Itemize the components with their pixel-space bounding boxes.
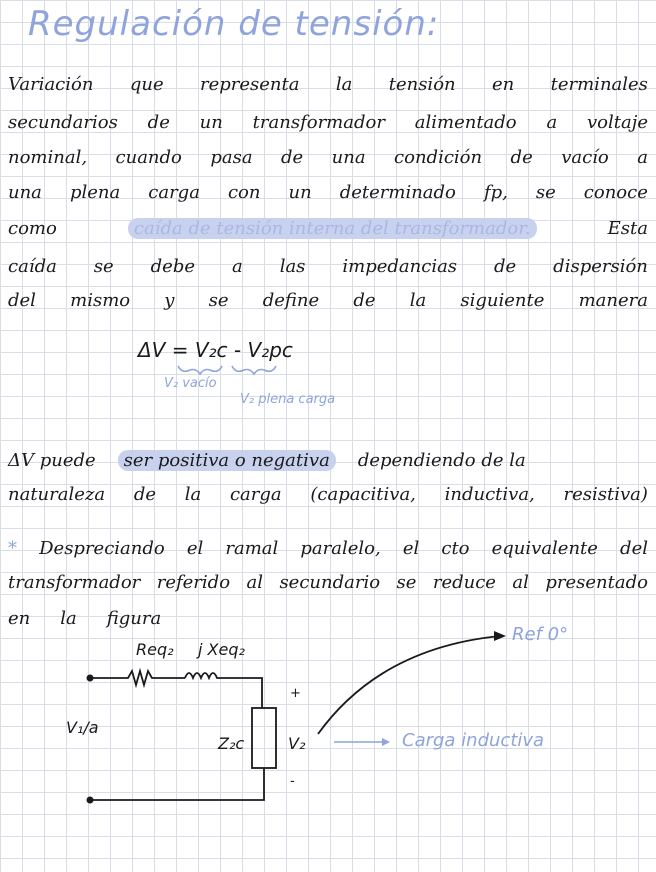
word: de — [510, 147, 533, 168]
reference-label: Ref 0° — [512, 624, 569, 645]
word: reduce — [432, 572, 496, 593]
word: secundarios — [8, 112, 118, 133]
word: caída — [8, 256, 57, 277]
formula-minus: - — [233, 338, 242, 362]
word: paralelo, — [300, 538, 381, 559]
ref-arrow-head — [494, 631, 506, 641]
word: del — [8, 290, 36, 311]
word: naturaleza — [8, 484, 106, 505]
word: determinado — [339, 182, 456, 203]
word: Esta — [607, 218, 648, 239]
word: ramal — [225, 538, 279, 559]
word: de — [353, 290, 376, 311]
word: representa — [199, 74, 300, 95]
plus-sign: + — [290, 686, 301, 701]
word: que — [129, 74, 164, 95]
ref-arrow-curve — [318, 636, 500, 734]
word: pasa — [210, 147, 253, 168]
underbrace-2 — [232, 366, 276, 374]
load-impedance-box — [252, 708, 276, 768]
word: la — [60, 608, 77, 629]
inductor-symbol — [185, 673, 262, 708]
word: en — [8, 608, 31, 629]
minus-sign: - — [290, 774, 295, 789]
word: de — [133, 484, 157, 505]
word: se — [208, 290, 229, 311]
terminal-bottom — [87, 797, 94, 804]
word: dispersión — [553, 256, 648, 277]
word: inductiva, — [444, 484, 535, 505]
word: fp, — [483, 182, 508, 203]
formula-label-plena-carga: V₂ plena carga — [240, 392, 336, 407]
formula-term2: V₂pc — [247, 338, 293, 362]
word: se — [396, 572, 417, 593]
source-voltage-label: V₁/a — [66, 718, 99, 737]
word: a — [637, 147, 648, 168]
word: se — [535, 182, 556, 203]
resistor-symbol — [90, 671, 185, 685]
word: referido — [156, 572, 231, 593]
word: Variación — [8, 74, 94, 95]
word: en — [492, 74, 515, 95]
word: terminales — [550, 74, 648, 95]
word: la — [184, 484, 202, 505]
highlighted-phrase: caída de tensión interna del transformador. — [128, 218, 537, 239]
highlighted-phrase: ser positiva o negativa — [118, 450, 336, 471]
word: tensión — [388, 74, 456, 95]
word: conoce — [583, 182, 648, 203]
word: el — [186, 538, 204, 559]
resistor-label: Req₂ — [136, 640, 174, 659]
word: alimentado — [414, 112, 517, 133]
word: un — [288, 182, 312, 203]
word: con — [227, 182, 261, 203]
word: resistiva) — [563, 484, 648, 505]
word: Despreciando — [39, 538, 165, 559]
word: la — [409, 290, 427, 311]
formula-lhs: ΔV — [138, 338, 166, 362]
word: impedancias — [342, 256, 458, 277]
word: equivalente — [491, 538, 598, 559]
word: del — [620, 538, 648, 559]
underbrace-1 — [178, 366, 222, 374]
word: define — [262, 290, 320, 311]
word: de — [494, 256, 517, 277]
word: presentado — [545, 572, 648, 593]
word: ΔV puede — [8, 450, 96, 471]
word: cto — [441, 538, 470, 559]
formula-label-vacio: V₂ vacío — [164, 376, 217, 391]
word: transformador — [252, 112, 385, 133]
word: y — [164, 290, 175, 311]
reactance-label: j Xeq₂ — [198, 640, 245, 659]
word: las — [279, 256, 306, 277]
word: al — [246, 572, 263, 593]
word: (capacitiva, — [310, 484, 416, 505]
word: la — [335, 74, 353, 95]
word: una — [331, 147, 366, 168]
word: mismo — [70, 290, 131, 311]
word: a — [231, 256, 243, 277]
word: voltaje — [587, 112, 648, 133]
word: a — [546, 112, 558, 133]
word: debe — [150, 256, 196, 277]
bullet: * — [8, 538, 17, 559]
word: cuando — [115, 147, 182, 168]
load-impedance-label: Z₂c — [218, 734, 245, 753]
word: se — [93, 256, 114, 277]
word: dependiendo de la — [357, 450, 526, 471]
word: condición — [394, 147, 483, 168]
bottom-wire — [90, 768, 264, 800]
word: un — [199, 112, 223, 133]
word: una — [8, 182, 42, 203]
load-type-label: Carga inductiva — [402, 730, 545, 751]
word: plena — [69, 182, 121, 203]
word: siguiente — [460, 290, 545, 311]
output-voltage-label: V₂ — [288, 734, 306, 753]
word: manera — [578, 290, 648, 311]
formula-term1: V₂c — [194, 338, 228, 362]
word: nominal, — [8, 147, 88, 168]
word: transformador — [8, 572, 141, 593]
word: de — [147, 112, 170, 133]
page-title: Regulación de tensión: — [28, 4, 440, 44]
word: secundario — [279, 572, 381, 593]
word: carga — [148, 182, 200, 203]
word: como — [8, 218, 57, 239]
word: al — [512, 572, 529, 593]
word: figura — [106, 608, 162, 629]
word: el — [402, 538, 420, 559]
word: de — [281, 147, 304, 168]
load-arrow-head — [382, 738, 390, 746]
word: vacío — [561, 147, 609, 168]
formula-equals: = — [171, 338, 189, 362]
word: carga — [229, 484, 282, 505]
